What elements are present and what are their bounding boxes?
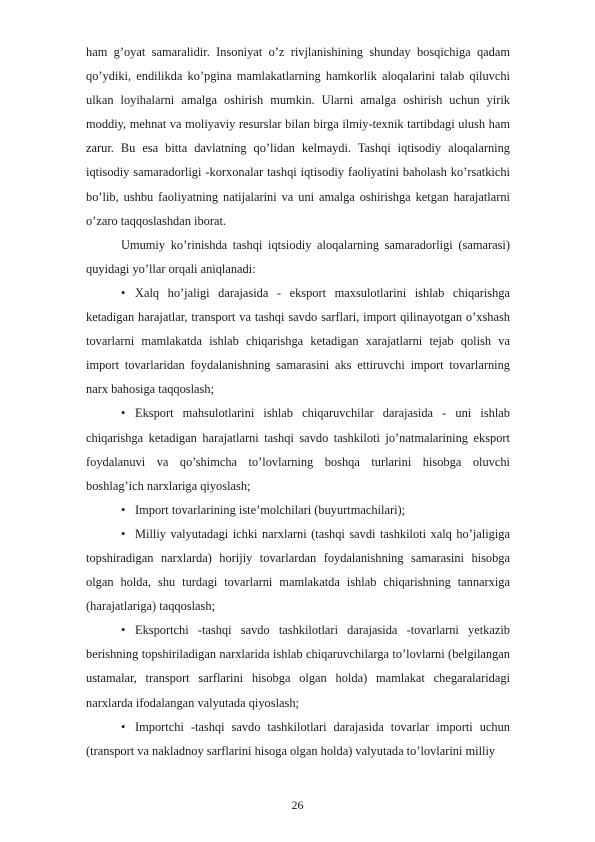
bullet-marker: • [121,526,126,541]
bullet-text: Importchi -tashqi savdo tashkilotlari darajasida tovarlar importi uchun (transport va nakladnoy sarflarini hisoga olgan holda) valyutada to’lovlarini milliy [86,719,510,758]
bullet-marker: • [121,623,126,638]
paragraph: ham g’oyat samaralidir. Insoniyat o’z rivjlanishining shunday bosqichiga qadam qo’ydiki, endilikda ko’pgina mamlakatlarning hamkorlik aloqalarini talab qiluvchi ulkan loyihalarni amalga oshirish mumkin. Ularni amalga oshirish uchun yirik moddiy, mehnat va moliyaviy resurslar bilan birga ilmiy-texnik tartibdagi ulush ham zarur. Bu esa bitta davlatning qo’lidan kelmaydi. Tashqi iqtisodiy aloqalarning iqtisodiy samaradorligi -korxonalar tashqi iqtisodiy faoliyatini baholash ko’rsatkichi bo’lib, ushbu faoliyatning natijalarini va uni amalga oshirishga ketgan harajatlarni o’zaro taqqoslashdan iborat. [86,45,510,228]
body-text [86,40,510,763]
bullet-text: Eksport mahsulotlarini ishlab chiqaruvchilar darajasida - uni ishlab chiqarishga ketadigan harajatlarni tashqi savdo tashkiloti jo’natmalarining eksport foydalanuvi va qo’shimcha to’lovlarning boshqa turlarini hisobga oluvchi boshlag’ich narxlariga qiyoslash; [86,406,510,493]
paragraph: Umumiy ko’rinishda tashqi iqtsiodiy aloqalarning samaradorligi (samarasi) quyidagi yo’llar orqali aniqlanadi: [86,237,510,276]
bullet-item [86,618,510,714]
bullet-text: Xalq ho’jaligi darajasida - eksport maxsulotlarini ishlab chiqarishga ketadigan harajatlar, transport va tashqi savdo sarflari, import qilinayotgan o’xshash tovarlarni mamlakatda ishlab chiqarishga ketadigan xarajatlarni tejab qolish va import tovarlaridan foydalanishning samarasini aks ettiruvchi import tovarlarning narx bahosiga taqqoslash; [86,285,510,397]
bullet-item [86,401,510,497]
bullet-marker: • [121,406,126,421]
bullet-item [86,281,510,401]
bullet-marker: • [121,719,126,734]
page-number: 26 [291,798,304,812]
bullet-item [86,522,510,618]
bullet-item [86,715,510,763]
bullet-text: Milliy valyutadagi ichki narxlarni (tashqi savdi tashkiloti xalq ho’jaligiga topshiradigan narxlarda) horijiy tovarlardan foydalanishning samarasini hisobga olgan holda, shu turdagi tovarlarni mamlakatda ishlab chiqarishning tannarxiga (harajatlariga) taqqoslash; [86,526,510,614]
bullet-text: Import tovarlarining iste’molchilari (buyurtmachilari); [135,502,406,517]
bullet-marker: • [121,285,126,300]
bullet-item [86,498,510,522]
bullet-marker: • [121,502,126,517]
bullet-text: Eksportchi -tashqi savdo tashkilotlari darajasida -tovarlarni yetkazib berishning topshiriladigan narxlarida ishlab chiqaruvchilarga to’lovlarni (belgilangan ustamalar, transport sarflarini hisobga olgan holda) mamlakat chegaralaridagi narxlarda ifodalangan valyutada qiyoslash; [86,623,510,710]
